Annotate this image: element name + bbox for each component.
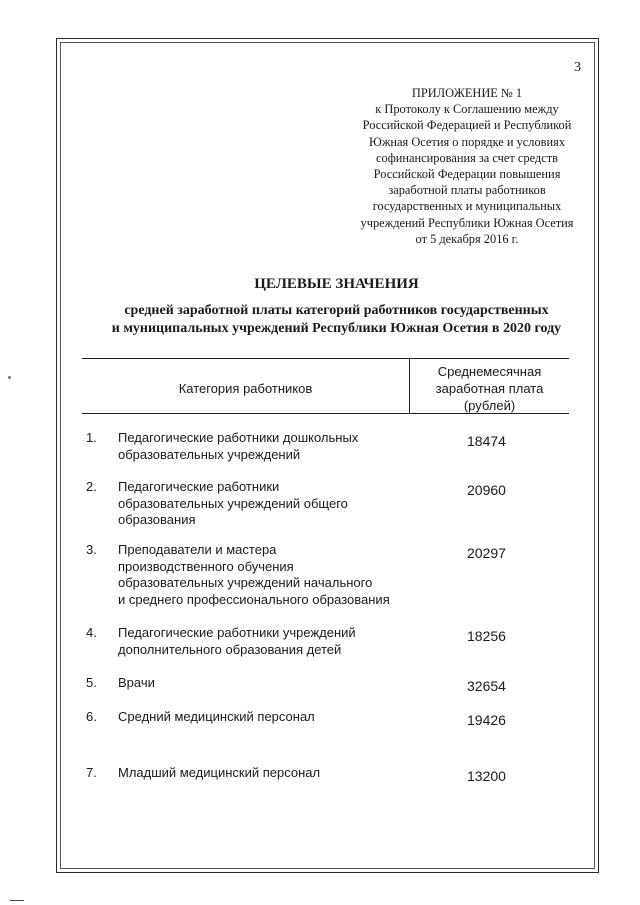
row-category	[118, 675, 418, 692]
salary-header-line: заработная плата	[435, 381, 544, 396]
column-header-salary	[410, 363, 569, 414]
row-salary: 13200	[467, 768, 506, 784]
scan-mark	[10, 900, 24, 901]
row-category	[118, 479, 418, 529]
row-category	[118, 709, 418, 726]
category-line: производственного обучения	[118, 558, 294, 574]
row-salary: 18256	[467, 628, 506, 644]
category-line: Педагогические работники дошкольных	[118, 430, 359, 445]
category-line: Преподаватели и мастера	[118, 542, 277, 557]
table-top-rule	[82, 358, 569, 359]
row-number: 4.	[86, 625, 97, 640]
category-line: Врачи	[118, 675, 155, 690]
category-line: образовательных учреждений начального	[118, 575, 373, 590]
row-salary: 19426	[467, 712, 506, 728]
appendix-line: учреждений Республики Южная Осетия	[360, 215, 574, 230]
column-header-category: Категория работников	[178, 381, 313, 396]
appendix-line: Российской Федерации повышения	[373, 167, 561, 182]
category-line: Младший медицинский персонал	[118, 765, 321, 780]
category-line: Педагогические работники учреждений	[118, 625, 356, 640]
appendix-line: от 5 декабря 2016 г.	[415, 231, 519, 246]
appendix-line: государственных и муниципальных	[372, 199, 562, 214]
appendix-line: Российской Федерацией и Республикой	[362, 118, 572, 133]
row-number: 5.	[86, 675, 97, 690]
page-number: 3	[574, 60, 581, 75]
document-title: ЦЕЛЕВЫЕ ЗНАЧЕНИЯ	[254, 276, 419, 292]
row-number: 2.	[86, 479, 97, 494]
row-category	[118, 625, 418, 658]
category-line: дополнительного образования детей	[118, 641, 342, 657]
scan-speck	[8, 376, 11, 379]
category-line: и среднего профессионального образования	[118, 591, 390, 607]
row-number: 6.	[86, 709, 97, 724]
category-line: образовательных учреждений общего	[118, 495, 348, 511]
appendix-line: заработной платы работников	[388, 183, 546, 198]
row-salary: 20960	[467, 482, 506, 498]
appendix-line: Южная Осетия о порядке и условиях	[368, 134, 566, 149]
row-category	[118, 430, 418, 463]
appendix-line: ПРИЛОЖЕНИЕ № 1	[411, 86, 523, 100]
appendix-line: софинансирования за счет средств	[376, 150, 558, 165]
salary-header-line: Среднемесячная	[437, 364, 542, 379]
row-category	[118, 542, 418, 608]
category-line: Средний медицинский персонал	[118, 709, 315, 724]
salary-header-line: (рублей)	[463, 398, 516, 413]
category-line: образования	[118, 512, 196, 527]
row-number: 7.	[86, 765, 97, 780]
row-number: 3.	[86, 542, 97, 557]
row-salary: 32654	[467, 678, 506, 694]
category-line: Педагогические работники	[118, 479, 280, 494]
document-subtitle	[60, 302, 613, 338]
row-salary: 18474	[467, 433, 506, 449]
subtitle-line: и муниципальных учреждений Республики Южная Осетия в 2020 году	[111, 321, 562, 336]
row-salary: 20297	[467, 545, 506, 561]
category-line: образовательных учреждений	[118, 446, 301, 462]
subtitle-line: средней заработной платы категорий работников государственных	[124, 303, 549, 318]
appendix-line: к Протоколу к Соглашению между	[375, 102, 559, 117]
appendix-header	[336, 85, 598, 247]
row-number: 1.	[86, 430, 97, 445]
row-category	[118, 765, 418, 782]
